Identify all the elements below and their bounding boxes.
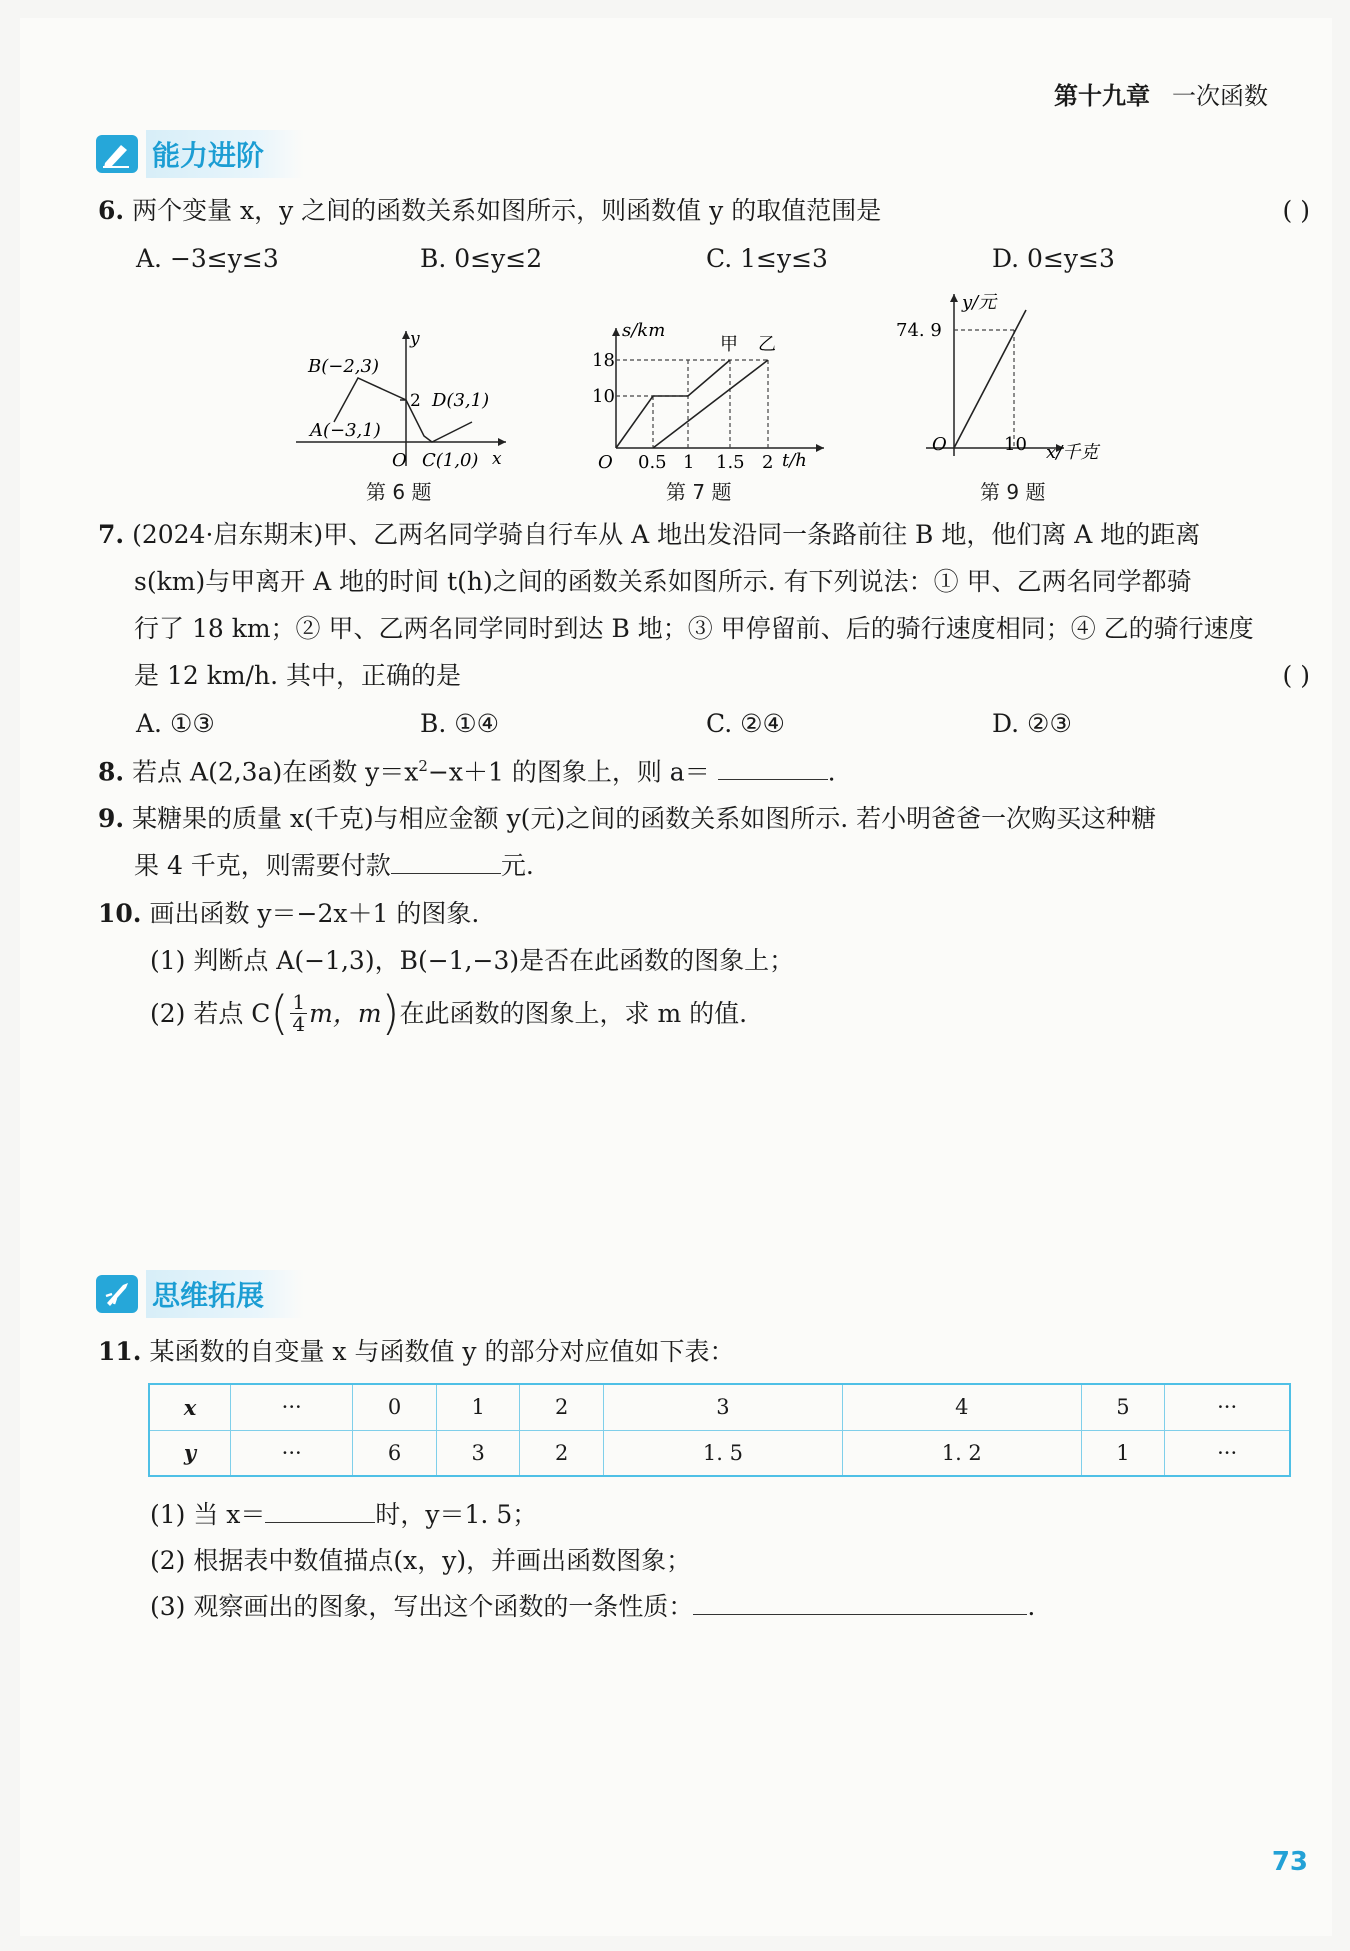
figure-7-caption: 第 7 题 [666,480,732,504]
option-a[interactable]: A. ①③ [136,709,215,738]
x-axis-label: t/h [782,450,807,471]
question-7-line-1 [98,522,1200,547]
y-axis-label: y/元 [962,292,997,313]
section-thinking [96,1272,304,1316]
numerator: 1 [292,989,306,1014]
question-number: 7. [98,520,125,549]
table-cell: ··· [1165,1384,1290,1430]
page-header [1054,76,1268,111]
table-cell: 1. 5 [604,1430,843,1476]
question-10-sub-1: (1) 判断点 A(−1,3)，B(−1,−3)是否在此函数的图象上； [150,946,795,975]
point-d-label: D(3,1) [432,390,490,411]
question-7-line-3: 行了 18 km；② 甲、乙两名同学同时到达 B 地；③ 甲停留前、后的骑行速度相同；④ 乙的骑行速度 [134,614,1254,643]
sub-text-end: 在此函数的图象上，求 m 的值. [399,998,748,1028]
sub-text-m: m，m [309,998,382,1028]
section-title: 思维拓展 [146,1270,304,1318]
x-tick-0.5: 0.5 [638,452,667,473]
question-text: 某函数的自变量 x 与函数值 y 的部分对应值如下表： [149,1337,735,1366]
table-header-y: y [149,1430,231,1476]
figure-6 [296,326,516,480]
right-paren: ) [381,986,400,1040]
question-11 [98,1339,734,1364]
question-text: 果 4 千克，则需要付款 [134,851,391,880]
period: . [1027,1592,1036,1621]
question-text: 若点 A(2,3a)在函数 y＝x [132,757,419,787]
table-row-y [149,1430,1290,1476]
table-cell: ··· [231,1430,353,1476]
table-cell: 3 [436,1430,520,1476]
question-11-sub-1 [150,1502,537,1527]
table-cell: 2 [520,1430,604,1476]
page-number: 73 [1271,1847,1308,1877]
chapter-title: 一次函数 [1172,82,1268,110]
option-d[interactable]: D. 0≤y≤3 [992,244,1115,273]
point-a-label: A(−3,1) [310,420,381,441]
option-b[interactable]: B. ①④ [420,709,500,738]
sub-text: (1) 当 x＝ [150,1500,266,1529]
table-row-x [149,1384,1290,1430]
period: . [827,757,836,787]
y-tick-10: 10 [592,386,615,407]
tick-label: 2 [410,391,421,411]
table-cell: ··· [231,1384,353,1430]
answer-paren: ( ) [1282,661,1310,690]
question-10 [98,901,479,926]
answer-blank[interactable] [391,870,501,874]
point-c-label: C(1,0) [422,450,479,471]
x-axis-label: x [492,449,502,469]
pencil-icon [96,135,138,173]
origin-label: O [598,452,613,473]
x-axis-label: x/千克 [1046,442,1099,463]
table-cell: 4 [842,1384,1081,1430]
sub-text: (3) 观察画出的图象，写出这个函数的一条性质： [150,1592,694,1621]
option-d[interactable]: D. ②③ [992,709,1072,738]
answer-blank[interactable] [718,776,828,780]
answer-paren: ( ) [1282,196,1310,225]
question-9-line-1 [98,806,1156,831]
question-number: 6. [98,196,125,225]
question-7-line-4: 是 12 km/h. 其中，正确的是 [134,661,461,690]
series-yi-label: 乙 [758,334,776,355]
x-tick-2: 2 [762,452,774,473]
figure-9 [896,286,1136,470]
question-number: 10. [98,899,142,928]
question-10-sub-2 [150,986,748,1040]
table-cell: 1 [1081,1430,1165,1476]
left-paren: ( [270,986,289,1040]
question-text: 两个变量 x，y 之间的函数关系如图所示，则函数值 y 的取值范围是 [132,196,882,225]
table-header-x: x [149,1384,231,1430]
question-11-sub-3 [150,1594,1035,1619]
question-number: 9. [98,804,125,833]
figure-9-caption: 第 9 题 [980,480,1046,504]
question-number: 8. [98,757,125,787]
question-text-cont: −x＋1 的图象上，则 a＝ [427,757,710,787]
x-tick-1.5: 1.5 [716,452,745,473]
answer-blank[interactable] [265,1519,375,1523]
figure-6-caption: 第 6 题 [366,480,432,504]
table-cell: 1. 2 [842,1430,1081,1476]
option-b[interactable]: B. 0≤y≤2 [420,244,543,273]
option-a[interactable]: A. −3≤y≤3 [136,244,279,273]
question-number: 11. [98,1337,142,1366]
answer-blank[interactable] [693,1611,1027,1615]
table-cell: 5 [1081,1384,1165,1430]
table-cell: 3 [604,1384,843,1430]
question-text: 某糖果的质量 x(千克)与相应金额 y(元)之间的函数关系如图所示. 若小明爸爸一次购买这种糖 [132,804,1157,833]
y-tick-18: 18 [592,350,615,371]
question-11-sub-2: (2) 根据表中数值描点(x，y)，并画出函数图象； [150,1546,692,1575]
origin-label: O [392,450,407,471]
fraction [290,989,307,1036]
denominator: 4 [292,1011,306,1036]
sub-text-end: 时，y＝1. 5； [375,1500,538,1529]
y-axis-label: y [410,329,420,349]
table-cell: 0 [353,1384,437,1430]
option-c[interactable]: C. ②④ [706,709,785,738]
figure-7 [592,316,842,478]
table-cell: 6 [353,1430,437,1476]
y-axis-label: s/km [622,320,666,341]
rocket-icon [96,1275,138,1313]
superscript: 2 [418,757,428,775]
table-cell: 1 [436,1384,520,1430]
x-tick-1: 1 [683,452,695,473]
question-text: 画出函数 y＝−2x＋1 的图象. [149,899,480,928]
y-tick-74.9: 74. 9 [896,320,942,341]
question-9-line-2 [134,853,534,878]
question-7-line-2: s(km)与甲离开 A 地的时间 t(h)之间的函数关系如图所示. 有下列说法：① 甲、乙两名同学都骑 [134,567,1192,596]
series-jia-label: 甲 [720,334,738,355]
question-8 [98,757,836,787]
chapter-label: 第十九章 [1054,82,1150,110]
origin-label: O [932,434,947,455]
x-tick-10: 10 [1004,434,1027,455]
question-6 [98,198,881,223]
unit: 元. [500,851,534,880]
question-text: (2024·启东期末)甲、乙两名同学骑自行车从 A 地出发沿同一条路前往 B 地，他们离 A 地的距离 [132,520,1201,549]
section-title: 能力进阶 [146,130,304,178]
value-table [148,1383,1291,1477]
point-b-label: B(−2,3) [308,356,379,377]
table-cell: 2 [520,1384,604,1430]
table-cell: ··· [1165,1430,1290,1476]
option-c[interactable]: C. 1≤y≤3 [706,244,828,273]
section-advanced [96,132,304,176]
sub-text: (2) 若点 C [150,998,271,1028]
